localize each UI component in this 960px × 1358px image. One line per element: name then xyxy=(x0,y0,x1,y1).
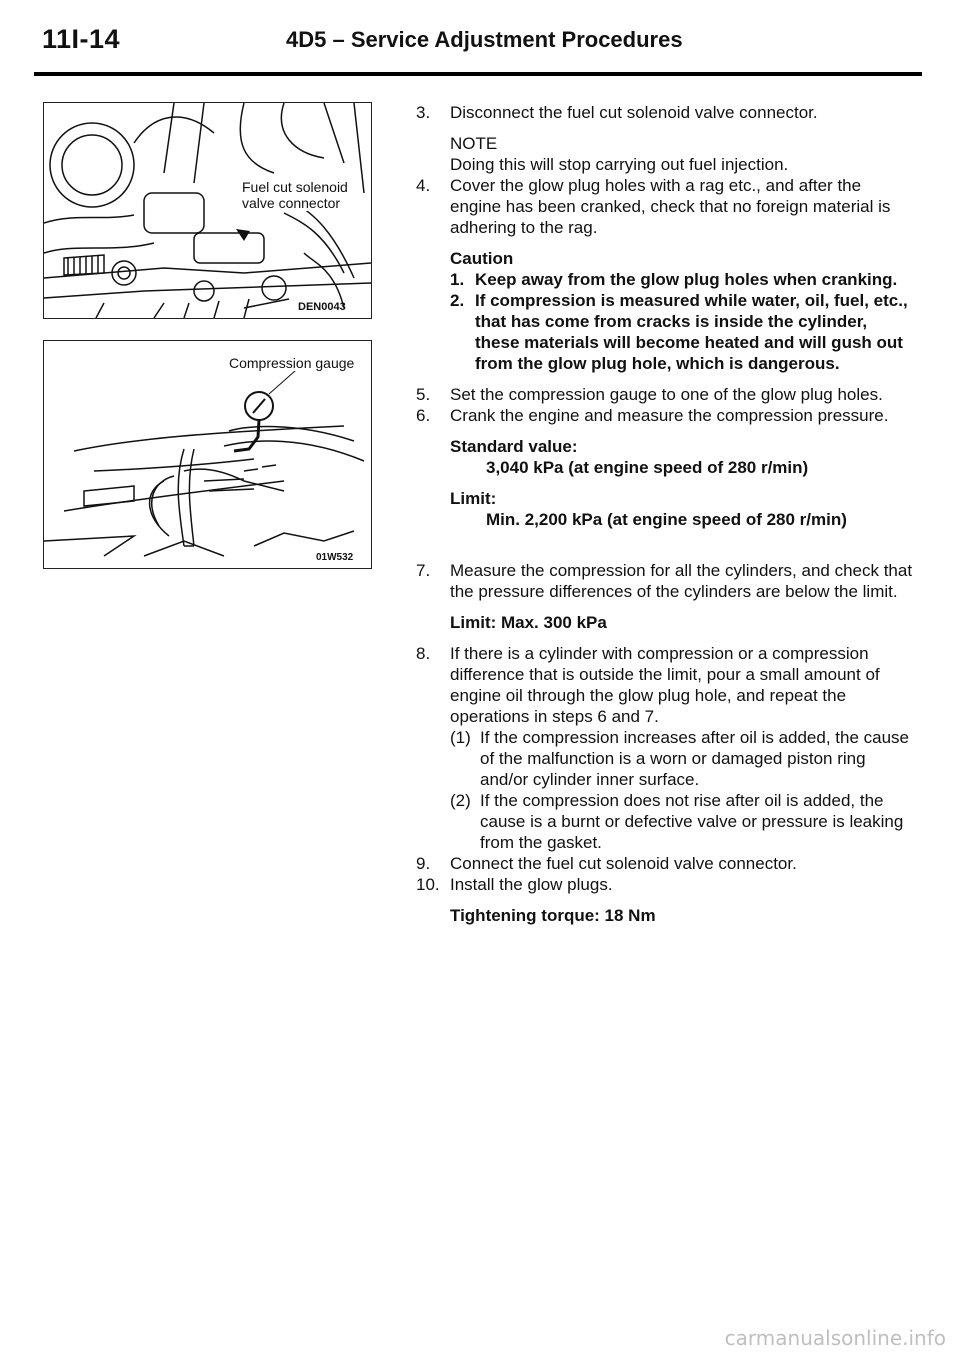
note-text: Doing this will stop carrying out fuel injection. xyxy=(450,155,789,174)
procedure-text xyxy=(416,102,916,926)
fuel-cut-label xyxy=(242,179,348,211)
step-text: Cover the glow plug holes with a rag etc., and after the engine has been cranked, check that no foreign material is adhering to the rag. xyxy=(450,176,891,237)
step-6 xyxy=(416,405,916,426)
step-10 xyxy=(416,874,916,895)
step-text: Install the glow plugs. xyxy=(450,875,613,894)
step-number: 8. xyxy=(416,644,431,663)
compression-gauge-label: Compression gauge xyxy=(229,355,355,371)
step-4 xyxy=(416,175,916,238)
standard-value: 3,040 kPa (at engine speed of 280 r/min) xyxy=(486,458,809,477)
caution-number: 2. xyxy=(450,291,465,310)
limit-heading: Limit: xyxy=(450,489,497,508)
step-text: Disconnect the fuel cut solenoid valve connector. xyxy=(450,103,818,122)
step-5 xyxy=(416,384,916,405)
step-8 xyxy=(416,643,916,727)
step-8-sub-1 xyxy=(416,727,916,790)
fuel-cut-label-line2: valve connector xyxy=(242,195,341,211)
sub-text: If the compression increases after oil is added, the cause of the malfunction is a worn or damaged piston ring and/or cylinder inner surface. xyxy=(480,728,910,789)
step-9 xyxy=(416,853,916,874)
caution-heading: Caution xyxy=(450,249,514,268)
step-number: 3. xyxy=(416,103,431,122)
limit-max: Limit: Max. 300 kPa xyxy=(450,613,607,632)
step-text: Connect the fuel cut solenoid valve connector. xyxy=(450,854,797,873)
step-text: Crank the engine and measure the compression pressure. xyxy=(450,406,889,425)
step-8-sub-2 xyxy=(416,790,916,853)
header-rule xyxy=(34,72,922,76)
caution-item-1 xyxy=(450,269,916,290)
figure2-code: 01W532 xyxy=(316,552,354,563)
fuel-cut-label-line1: Fuel cut solenoid xyxy=(242,179,348,195)
page-header xyxy=(34,22,922,78)
step-text: If there is a cylinder with compression or a compression difference that is outside the limit, pour a small amount of engine oil through the glow plug hole, and repeat the operations in steps 6 and 7. xyxy=(450,644,880,726)
limit-value: Min. 2,200 kPa (at engine speed of 280 r/min) xyxy=(486,510,847,529)
step-text: Measure the compression for all the cylinders, and check that the pressure differences of the cylinders are below the limit. xyxy=(450,561,913,601)
note-heading: NOTE xyxy=(450,134,498,153)
step-7 xyxy=(416,560,916,602)
step-number: 10. xyxy=(416,875,440,894)
step-text: Set the compression gauge to one of the glow plug holes. xyxy=(450,385,883,404)
figure1-code: DEN0043 xyxy=(298,301,346,313)
watermark: carmanualsonline.info xyxy=(724,1326,946,1350)
caution-text: If compression is measured while water, oil, fuel, etc., that has come from cracks is inside the cylinder, these materials will become heated and will gush out from the glow plug hole, which is dangerous. xyxy=(475,291,908,373)
caution-text: Keep away from the glow plug holes when cranking. xyxy=(475,270,898,289)
sub-number: (2) xyxy=(450,791,471,810)
gauge-illustration xyxy=(44,341,371,568)
step-number: 7. xyxy=(416,561,431,580)
step-number: 6. xyxy=(416,406,431,425)
figure-compression-gauge xyxy=(43,340,372,569)
sub-text: If the compression does not rise after oil is added, the cause is a burnt or defective valve or pressure is leaking from the gasket. xyxy=(480,791,904,852)
figure-fuel-cut-solenoid xyxy=(43,102,372,319)
tightening-torque: Tightening torque: 18 Nm xyxy=(450,906,656,925)
step-number: 5. xyxy=(416,385,431,404)
sub-number: (1) xyxy=(450,728,471,747)
step-number: 9. xyxy=(416,854,431,873)
caution-number: 1. xyxy=(450,270,465,289)
step-3 xyxy=(416,102,916,123)
page-number: 11I-14 xyxy=(42,24,121,54)
step-number: 4. xyxy=(416,176,431,195)
caution-item-2 xyxy=(450,290,916,374)
page-title: 4D5 – Service Adjustment Procedures xyxy=(286,27,683,52)
standard-value-heading: Standard value: xyxy=(450,437,578,456)
